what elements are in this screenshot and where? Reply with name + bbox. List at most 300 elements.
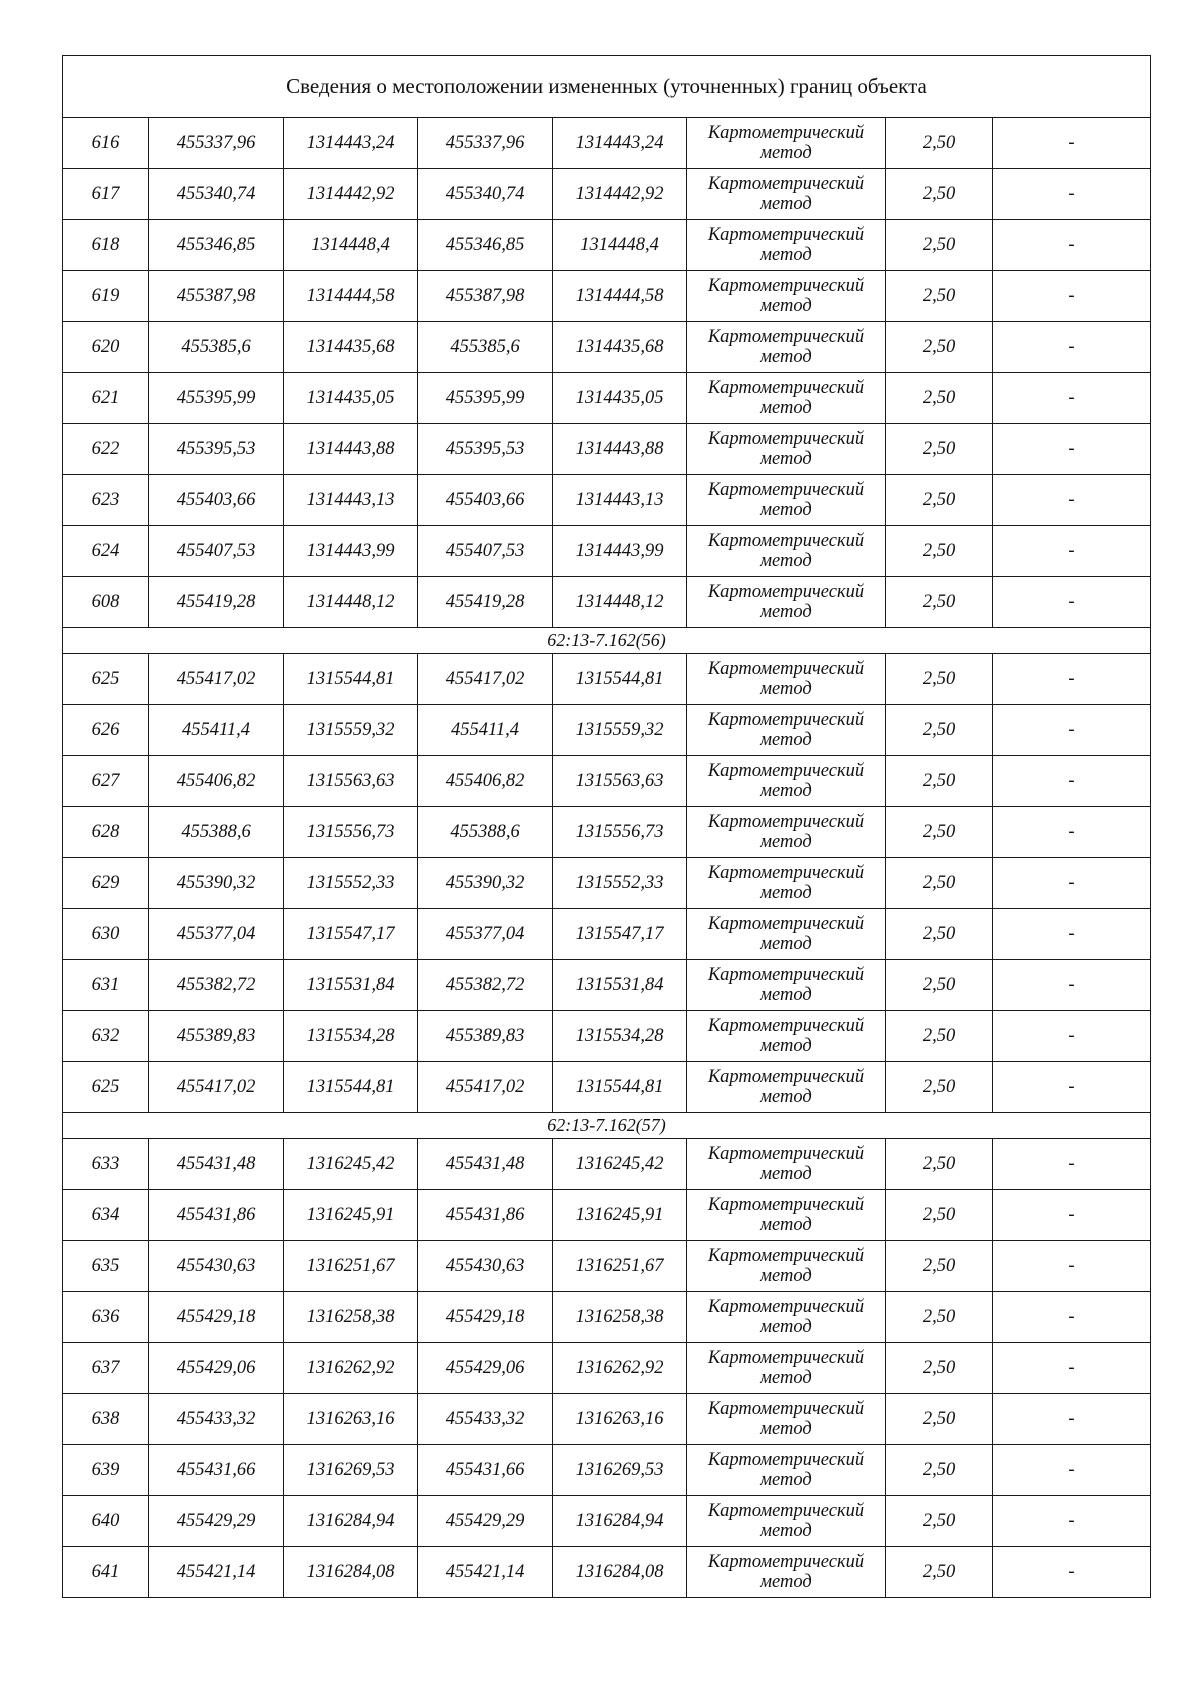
method-line-2: метод [760,1470,812,1490]
accuracy-cell: 2,50 [886,1394,993,1445]
accuracy-cell: 2,50 [886,577,993,628]
note-cell: - [993,1190,1151,1241]
accuracy-cell: 2,50 [886,322,993,373]
refined-y-cell: 1316245,42 [553,1139,687,1190]
accuracy-cell: 2,50 [886,373,993,424]
note-cell: - [993,1292,1151,1343]
method-cell [687,654,886,705]
existing-y-cell: 1315563,63 [284,756,418,807]
table-row [63,322,1151,373]
refined-y-cell: 1315534,28 [553,1011,687,1062]
table-row [63,526,1151,577]
point-number-cell: 627 [63,756,149,807]
method-line-2: метод [760,1164,812,1184]
method-line-2: метод [760,1419,812,1439]
table-row [63,271,1151,322]
note-cell: - [993,1011,1151,1062]
refined-y-cell: 1315544,81 [553,1062,687,1113]
note-cell: - [993,424,1151,475]
refined-y-cell: 1315563,63 [553,756,687,807]
refined-y-cell: 1316284,08 [553,1547,687,1598]
section-header-row [63,1113,1151,1139]
refined-x-cell: 455417,02 [418,654,553,705]
table-row [63,1190,1151,1241]
method-line-2: метод [760,985,812,1005]
method-line-1: Картометрический [707,1348,865,1368]
method-cell [687,373,886,424]
accuracy-cell: 2,50 [886,526,993,577]
method-line-2: метод [760,449,812,469]
note-cell: - [993,1139,1151,1190]
method-cell [687,1547,886,1598]
method-line-1: Картометрический [707,1195,865,1215]
method-line-1: Картометрический [707,1552,865,1572]
method-line-2: метод [760,296,812,316]
refined-y-cell: 1316251,67 [553,1241,687,1292]
method-line-2: метод [760,781,812,801]
point-number-cell: 640 [63,1496,149,1547]
method-cell [687,807,886,858]
refined-y-cell: 1314443,13 [553,475,687,526]
refined-y-cell: 1316263,16 [553,1394,687,1445]
existing-x-cell: 455387,98 [149,271,284,322]
point-number-cell: 628 [63,807,149,858]
refined-y-cell: 1314442,92 [553,169,687,220]
existing-x-cell: 455431,66 [149,1445,284,1496]
table-row [63,654,1151,705]
accuracy-cell: 2,50 [886,960,993,1011]
refined-x-cell: 455431,48 [418,1139,553,1190]
note-cell: - [993,271,1151,322]
refined-x-cell: 455429,18 [418,1292,553,1343]
existing-x-cell: 455406,82 [149,756,284,807]
method-line-1: Картометрический [707,123,865,143]
existing-y-cell: 1316251,67 [284,1241,418,1292]
method-line-1: Картометрический [707,1016,865,1036]
note-cell: - [993,475,1151,526]
point-number-cell: 639 [63,1445,149,1496]
refined-x-cell: 455395,99 [418,373,553,424]
refined-x-cell: 455421,14 [418,1547,553,1598]
method-line-2: метод [760,245,812,265]
accuracy-cell: 2,50 [886,1292,993,1343]
refined-y-cell: 1314444,58 [553,271,687,322]
refined-y-cell: 1314435,68 [553,322,687,373]
point-number-cell: 631 [63,960,149,1011]
point-number-cell: 638 [63,1394,149,1445]
refined-x-cell: 455429,29 [418,1496,553,1547]
existing-y-cell: 1315552,33 [284,858,418,909]
method-line-2: метод [760,1087,812,1107]
method-cell [687,1241,886,1292]
note-cell: - [993,1394,1151,1445]
existing-y-cell: 1314448,4 [284,220,418,271]
method-cell [687,960,886,1011]
table-row [63,1011,1151,1062]
method-line-2: метод [760,1215,812,1235]
refined-x-cell: 455340,74 [418,169,553,220]
note-cell: - [993,526,1151,577]
point-number-cell: 616 [63,118,149,169]
point-number-cell: 618 [63,220,149,271]
method-cell [687,1011,886,1062]
table-row [63,807,1151,858]
method-cell [687,118,886,169]
table-row [63,960,1151,1011]
method-line-2: метод [760,1317,812,1337]
section-label: 62:13-7.162(56) [63,628,1151,654]
note-cell: - [993,858,1151,909]
existing-x-cell: 455395,99 [149,373,284,424]
table-row [63,705,1151,756]
refined-y-cell: 1316245,91 [553,1190,687,1241]
refined-x-cell: 455429,06 [418,1343,553,1394]
note-cell: - [993,705,1151,756]
existing-x-cell: 455429,06 [149,1343,284,1394]
existing-x-cell: 455421,14 [149,1547,284,1598]
refined-x-cell: 455431,86 [418,1190,553,1241]
method-line-2: метод [760,1368,812,1388]
method-cell [687,756,886,807]
point-number-cell: 625 [63,1062,149,1113]
method-cell [687,1062,886,1113]
accuracy-cell: 2,50 [886,1343,993,1394]
refined-x-cell: 455417,02 [418,1062,553,1113]
point-number-cell: 634 [63,1190,149,1241]
method-cell [687,322,886,373]
note-cell: - [993,373,1151,424]
accuracy-cell: 2,50 [886,1062,993,1113]
existing-y-cell: 1315556,73 [284,807,418,858]
note-cell: - [993,1496,1151,1547]
existing-y-cell: 1315534,28 [284,1011,418,1062]
refined-y-cell: 1316269,53 [553,1445,687,1496]
refined-y-cell: 1315547,17 [553,909,687,960]
method-line-1: Картометрический [707,327,865,347]
method-line-2: метод [760,1036,812,1056]
note-cell: - [993,118,1151,169]
existing-y-cell: 1314443,13 [284,475,418,526]
accuracy-cell: 2,50 [886,1241,993,1292]
refined-x-cell: 455385,6 [418,322,553,373]
point-number-cell: 623 [63,475,149,526]
method-line-2: метод [760,1521,812,1541]
table-title: Сведения о местоположении измененных (уточненных) границ объекта [63,56,1151,118]
accuracy-cell: 2,50 [886,1190,993,1241]
refined-y-cell: 1315559,32 [553,705,687,756]
refined-x-cell: 455382,72 [418,960,553,1011]
method-cell [687,1496,886,1547]
accuracy-cell: 2,50 [886,271,993,322]
existing-y-cell: 1314443,88 [284,424,418,475]
accuracy-cell: 2,50 [886,756,993,807]
method-line-1: Картометрический [707,965,865,985]
existing-x-cell: 455417,02 [149,1062,284,1113]
existing-x-cell: 455388,6 [149,807,284,858]
accuracy-cell: 2,50 [886,858,993,909]
accuracy-cell: 2,50 [886,220,993,271]
existing-y-cell: 1316263,16 [284,1394,418,1445]
existing-y-cell: 1314435,68 [284,322,418,373]
point-number-cell: 617 [63,169,149,220]
method-cell [687,1394,886,1445]
method-line-1: Картометрический [707,914,865,934]
refined-y-cell: 1314448,4 [553,220,687,271]
refined-y-cell: 1315552,33 [553,858,687,909]
existing-x-cell: 455411,4 [149,705,284,756]
table-row [63,1062,1151,1113]
method-line-1: Картометрический [707,1450,865,1470]
method-line-2: метод [760,730,812,750]
refined-x-cell: 455411,4 [418,705,553,756]
section-label: 62:13-7.162(57) [63,1113,1151,1139]
refined-x-cell: 455433,32 [418,1394,553,1445]
note-cell: - [993,960,1151,1011]
method-line-1: Картометрический [707,1501,865,1521]
refined-y-cell: 1314443,99 [553,526,687,577]
existing-y-cell: 1314435,05 [284,373,418,424]
method-line-2: метод [760,398,812,418]
method-cell [687,1190,886,1241]
accuracy-cell: 2,50 [886,807,993,858]
method-cell [687,1343,886,1394]
refined-x-cell: 455430,63 [418,1241,553,1292]
point-number-cell: 629 [63,858,149,909]
note-cell: - [993,322,1151,373]
method-line-2: метод [760,883,812,903]
existing-y-cell: 1316284,94 [284,1496,418,1547]
existing-x-cell: 455419,28 [149,577,284,628]
note-cell: - [993,1445,1151,1496]
method-line-1: Картометрический [707,761,865,781]
table-row [63,858,1151,909]
method-line-1: Картометрический [707,531,865,551]
point-number-cell: 626 [63,705,149,756]
point-number-cell: 637 [63,1343,149,1394]
table-row [63,1496,1151,1547]
note-cell: - [993,807,1151,858]
existing-x-cell: 455403,66 [149,475,284,526]
note-cell: - [993,1241,1151,1292]
table-row [63,424,1151,475]
refined-x-cell: 455387,98 [418,271,553,322]
accuracy-cell: 2,50 [886,909,993,960]
existing-x-cell: 455395,53 [149,424,284,475]
note-cell: - [993,1343,1151,1394]
table-row [63,1547,1151,1598]
method-line-1: Картометрический [707,582,865,602]
method-cell [687,909,886,960]
method-line-2: метод [760,347,812,367]
refined-x-cell: 455431,66 [418,1445,553,1496]
existing-x-cell: 455407,53 [149,526,284,577]
refined-y-cell: 1314443,24 [553,118,687,169]
method-line-2: метод [760,832,812,852]
method-cell [687,271,886,322]
method-cell [687,1292,886,1343]
refined-y-cell: 1315556,73 [553,807,687,858]
accuracy-cell: 2,50 [886,118,993,169]
existing-y-cell: 1314444,58 [284,271,418,322]
method-line-2: метод [760,602,812,622]
note-cell: - [993,577,1151,628]
table-title-row [63,56,1151,118]
method-cell [687,526,886,577]
existing-y-cell: 1316258,38 [284,1292,418,1343]
accuracy-cell: 2,50 [886,475,993,526]
method-line-1: Картометрический [707,1144,865,1164]
point-number-cell: 619 [63,271,149,322]
refined-x-cell: 455388,6 [418,807,553,858]
table-row [63,909,1151,960]
method-cell [687,1139,886,1190]
table-row [63,373,1151,424]
note-cell: - [993,169,1151,220]
existing-x-cell: 455429,29 [149,1496,284,1547]
point-number-cell: 632 [63,1011,149,1062]
refined-y-cell: 1314443,88 [553,424,687,475]
method-cell [687,577,886,628]
method-line-1: Картометрический [707,174,865,194]
method-line-1: Картометрический [707,1246,865,1266]
existing-x-cell: 455346,85 [149,220,284,271]
table-row [63,118,1151,169]
point-number-cell: 641 [63,1547,149,1598]
table-row [63,1292,1151,1343]
refined-x-cell: 455390,32 [418,858,553,909]
method-line-2: метод [760,194,812,214]
refined-y-cell: 1315531,84 [553,960,687,1011]
existing-y-cell: 1316245,91 [284,1190,418,1241]
refined-x-cell: 455403,66 [418,475,553,526]
refined-y-cell: 1316284,94 [553,1496,687,1547]
accuracy-cell: 2,50 [886,1496,993,1547]
existing-y-cell: 1314448,12 [284,577,418,628]
refined-x-cell: 455419,28 [418,577,553,628]
existing-y-cell: 1315544,81 [284,654,418,705]
table-row [63,1139,1151,1190]
method-cell [687,705,886,756]
existing-y-cell: 1316284,08 [284,1547,418,1598]
point-number-cell: 630 [63,909,149,960]
point-number-cell: 625 [63,654,149,705]
existing-y-cell: 1315559,32 [284,705,418,756]
method-line-2: метод [760,143,812,163]
method-cell [687,169,886,220]
refined-x-cell: 455389,83 [418,1011,553,1062]
existing-x-cell: 455430,63 [149,1241,284,1292]
note-cell: - [993,1062,1151,1113]
existing-y-cell: 1314443,24 [284,118,418,169]
existing-x-cell: 455382,72 [149,960,284,1011]
method-line-1: Картометрический [707,480,865,500]
existing-x-cell: 455433,32 [149,1394,284,1445]
existing-x-cell: 455429,18 [149,1292,284,1343]
table-row [63,169,1151,220]
refined-y-cell: 1315544,81 [553,654,687,705]
accuracy-cell: 2,50 [886,169,993,220]
point-number-cell: 608 [63,577,149,628]
method-line-1: Картометрический [707,710,865,730]
existing-x-cell: 455431,48 [149,1139,284,1190]
existing-x-cell: 455431,86 [149,1190,284,1241]
accuracy-cell: 2,50 [886,424,993,475]
refined-x-cell: 455407,53 [418,526,553,577]
table-row [63,1394,1151,1445]
point-number-cell: 624 [63,526,149,577]
method-cell [687,475,886,526]
existing-y-cell: 1316269,53 [284,1445,418,1496]
table-row [63,1445,1151,1496]
note-cell: - [993,220,1151,271]
note-cell: - [993,909,1151,960]
accuracy-cell: 2,50 [886,654,993,705]
refined-x-cell: 455395,53 [418,424,553,475]
accuracy-cell: 2,50 [886,1011,993,1062]
table-row [63,475,1151,526]
method-line-2: метод [760,679,812,699]
point-number-cell: 620 [63,322,149,373]
table-row [63,220,1151,271]
method-line-1: Картометрический [707,429,865,449]
existing-y-cell: 1315531,84 [284,960,418,1011]
refined-x-cell: 455337,96 [418,118,553,169]
method-line-1: Картометрический [707,1067,865,1087]
method-line-1: Картометрический [707,225,865,245]
existing-x-cell: 455390,32 [149,858,284,909]
accuracy-cell: 2,50 [886,1547,993,1598]
note-cell: - [993,654,1151,705]
table-row [63,756,1151,807]
note-cell: - [993,1547,1151,1598]
existing-x-cell: 455337,96 [149,118,284,169]
method-line-2: метод [760,1266,812,1286]
accuracy-cell: 2,50 [886,1139,993,1190]
refined-x-cell: 455406,82 [418,756,553,807]
table-row [63,577,1151,628]
point-number-cell: 622 [63,424,149,475]
method-line-2: метод [760,934,812,954]
existing-y-cell: 1314443,99 [284,526,418,577]
existing-y-cell: 1314442,92 [284,169,418,220]
method-line-1: Картометрический [707,1297,865,1317]
existing-y-cell: 1316245,42 [284,1139,418,1190]
table-row [63,1343,1151,1394]
existing-x-cell: 455377,04 [149,909,284,960]
note-cell: - [993,756,1151,807]
point-number-cell: 621 [63,373,149,424]
refined-y-cell: 1316258,38 [553,1292,687,1343]
refined-y-cell: 1314435,05 [553,373,687,424]
boundary-coordinates-table [62,55,1151,1598]
existing-x-cell: 455389,83 [149,1011,284,1062]
method-line-1: Картометрический [707,378,865,398]
method-line-2: метод [760,551,812,571]
point-number-cell: 635 [63,1241,149,1292]
method-line-1: Картометрический [707,659,865,679]
point-number-cell: 633 [63,1139,149,1190]
method-line-1: Картометрический [707,812,865,832]
existing-x-cell: 455417,02 [149,654,284,705]
refined-x-cell: 455346,85 [418,220,553,271]
method-line-1: Картометрический [707,276,865,296]
refined-x-cell: 455377,04 [418,909,553,960]
existing-y-cell: 1315547,17 [284,909,418,960]
method-cell [687,424,886,475]
point-number-cell: 636 [63,1292,149,1343]
method-cell [687,220,886,271]
method-cell [687,1445,886,1496]
